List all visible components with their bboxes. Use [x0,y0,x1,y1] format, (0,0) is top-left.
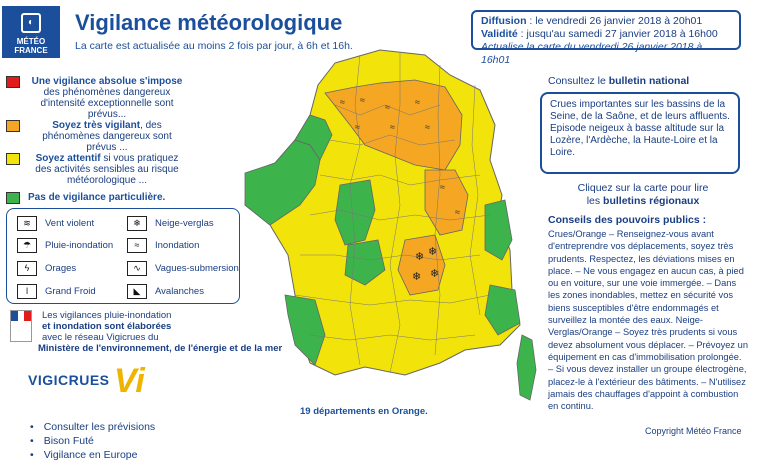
ministere-line2: et inondation sont élaborées [42,321,172,332]
corsica [517,335,536,400]
svg-text:❄: ❄ [428,246,438,258]
link-bison-fute[interactable]: • Bison Futé [30,434,155,448]
logo-line2: FRANCE [14,46,48,55]
legend-orange-bold: Soyez très vigilant [52,120,141,131]
svg-text:≈: ≈ [425,122,430,132]
yellow-swatch [6,153,20,165]
legend-avalanches [127,284,204,299]
thermometer-icon: ǀ [17,284,37,299]
svg-text:≈: ≈ [385,102,390,112]
svg-text:❄: ❄ [430,268,440,280]
ministere-line1: Les vigilances pluie-inondation [42,310,172,321]
flood-icon: ≈ [127,238,147,253]
alert-summary-box [540,92,740,174]
storm-icon: ϟ [17,261,37,276]
regional-bulletins-link[interactable]: bulletins régionaux [603,195,700,207]
clic-prefix: les [586,195,604,207]
conseils-text: Crues/Orange – Renseignez-vous avant d'entreprendre vos déplacements, soyez très prudents. Respectez, les déviations mises en place. – Ne vous engagez en aucun cas, à pied ou en voiture, sur une voie immergée. – Dans les zones inondables, mettez en sécurité vos biens susceptibles d'être endommagés et surveillez la montée des eaux. Neige-Verglas/Orange – Soyez très prudents si vous devez absolument vous déplacer. – Prévoyez un équipement en cas d'immobilisation prolongée. – Si vous devez installer un groupe électrogène, placez-le à l'extérieur des bâtiments. – N'utilisez jamais des chauffages d'appoint à combustion en continu. [548,229,749,412]
rain-icon: ☂ [17,238,37,253]
vagues-label: Vagues-submersion [155,263,239,274]
vi-logo[interactable]: Vi [114,362,145,400]
legend-yellow-bold: Soyez attentif [35,153,101,164]
validite-label: Validité [481,28,518,40]
legend-froid [17,284,96,299]
phenomena-legend-box [6,208,240,304]
conseils-title: Conseils des pouvoirs publics : [548,214,707,226]
legend-red [6,76,186,120]
legend-green [6,192,186,203]
wind-icon: ≋ [17,216,37,231]
legend-orages [17,261,76,276]
inondation-label: Inondation [155,240,200,251]
legend-vagues [127,261,239,276]
link-europe[interactable]: • Vigilance en Europe [30,448,155,462]
regional-bulletin-line [548,182,738,208]
legend-vent [17,216,94,231]
page-title: Vigilance météorologique [75,10,343,35]
copyright: Copyright Météo France [645,426,742,436]
froid-label: Grand Froid [45,286,96,297]
logo-line1: MÉTÉO [16,37,46,46]
svg-text:≈: ≈ [440,182,445,192]
logo-icon: ◐ [21,13,41,33]
meteo-france-logo[interactable] [2,6,60,58]
legend-red-text: des phénomènes dangereux d'intensité exceptionnelle sont prévus... [40,87,174,120]
legend-yellow [6,153,186,186]
orange-count: 19 départements en Orange. [300,406,428,417]
red-swatch [6,76,20,88]
republique-logo [10,310,32,342]
orages-label: Orages [45,263,77,274]
france-map[interactable] [240,45,540,415]
legend-yellow-text: si vous pratiquez des activités sensibles au risque météorologique ... [35,153,179,186]
diffusion-label: Diffusion [481,15,527,27]
vigicrues-logo[interactable]: VIGICRUES [28,372,110,388]
link-previsions[interactable]: • Consulter les prévisions [30,420,155,434]
legend-green-bold: Pas de vigilance particulière. [28,192,166,203]
waves-icon: ∿ [127,261,147,276]
svg-text:≈: ≈ [360,95,365,105]
avalanche-icon: ◣ [127,284,147,299]
legend-pluie [17,238,113,253]
crues-text: Crues importantes sur les bassins de la Seine, de la Saône, et de leurs affluents. [550,99,730,122]
diffusion-value: : le vendredi 26 janvier 2018 à 20h01 [526,15,703,27]
pluie-label: Pluie-inondation [45,240,114,251]
legend-red-bold: Une vigilance absolue s'impose [31,76,183,87]
diffusion-box [471,10,741,66]
page-subtitle: La carte est actualisée au moins 2 fois par jour, à 6h et 16h. [75,40,353,52]
avalanches-label: Avalanches [155,286,204,297]
legend-orange [6,120,186,153]
legend-neige [127,216,214,231]
svg-text:≈: ≈ [455,207,460,217]
orange-swatch [6,120,20,132]
svg-text:≈: ≈ [390,122,395,132]
snow-icon: ❄ [127,216,147,231]
national-bulletin-line [548,75,689,87]
svg-text:≈: ≈ [340,97,345,107]
map-svg[interactable] [240,45,540,415]
ministere-line4[interactable]: Ministère de l'environnement, de l'énergie et de la mer [38,343,283,354]
neige-label: Neige-verglas [155,218,214,229]
clic-line1: Cliquez sur la carte pour lire [577,182,709,194]
update-link[interactable]: Actualise la carte du vendredi 26 janvier 2018 à 16h01 [481,41,703,66]
validite-value: : jusqu'au samedi 27 janvier 2018 à 16h00 [517,28,718,40]
svg-text:≈: ≈ [355,122,360,132]
vent-label: Vent violent [45,218,95,229]
svg-text:❄: ❄ [412,271,422,283]
svg-text:≈: ≈ [415,97,420,107]
ministere-line3: avec le réseau Vigicrues du [42,332,159,343]
legend-inondation [127,238,199,253]
svg-text:❄: ❄ [415,251,425,263]
links-list [30,420,155,462]
green-swatch [6,192,20,204]
legend-orange-text: , des phénomènes dangereux sont prévus ... [42,120,172,153]
national-bulletin-link[interactable]: bulletin national [608,75,690,87]
neige-text: Episode neigeux à basse altitude sur la Lozère, l'Ardèche, la Haute-Loire et la Loire. [550,123,725,158]
national-prefix: Consultez le [548,75,609,87]
